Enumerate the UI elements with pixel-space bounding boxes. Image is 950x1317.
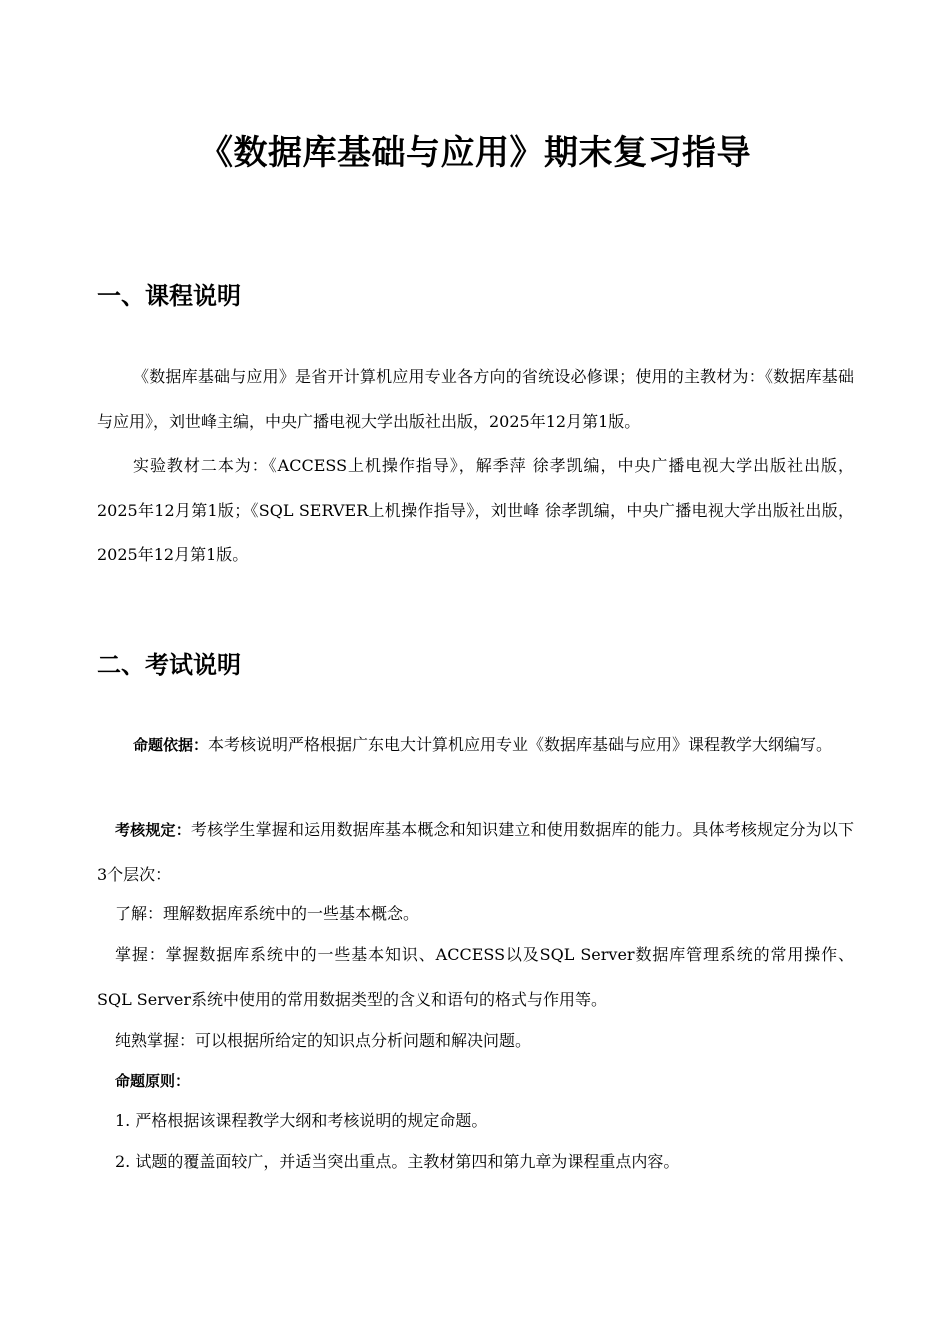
level-understand: 了解：理解数据库系统中的一些基本概念。 [115, 904, 420, 923]
principle-item-2: 2. 试题的覆盖面较广，并适当突出重点。主教材第四和第九章为课程重点内容。 [115, 1152, 680, 1171]
exam-rule-text: 考核学生掌握和运用数据库基本概念和知识建立和使用数据库的能力。具体考核规定分为以下3个层次： [97, 820, 854, 884]
course-description-paragraph: 《数据库基础与应用》是省开计算机应用专业各方向的省统设必修课；使用的主教材为：《数据库基础与应用》，刘世峰主编，中央广播电视大学出版社出版，2025年12月第1版。 [97, 367, 854, 431]
exam-basis-text: 本考核说明严格根据广东电大计算机应用专业《数据库基础与应用》课程教学大纲编写。 [208, 735, 833, 754]
principle-label: 命题原则： [115, 1072, 191, 1090]
principle-label-paragraph [97, 1059, 854, 1104]
section-heading-course: 一、课程说明 [97, 282, 241, 310]
exam-basis-paragraph [97, 723, 854, 768]
level-proficient: 纯熟掌握：可以根据所给定的知识点分析问题和解决问题。 [115, 1031, 532, 1050]
exam-rule-label: 考核规定： [115, 821, 191, 839]
lab-textbooks-paragraph: 实验教材二本为：《ACCESS上机操作指导》，解季萍 徐孝凯编，中央广播电视大学出版社出版，2025年12月第1版；《SQL SERVER上机操作指导》，刘世峰 徐孝凯编，中央广播电视大学出版社出版，2025年12月第1版。 [97, 456, 854, 564]
section-heading-exam: 二、考试说明 [97, 651, 241, 679]
exam-basis-label: 命题依据： [133, 736, 209, 754]
principle-item-1: 1. 严格根据该课程教学大纲和考核说明的规定命题。 [115, 1111, 488, 1130]
level-master: 掌握：掌握数据库系统中的一些基本知识、ACCESS以及SQL Server数据库管理系统的常用操作、SQL Server系统中使用的常用数据类型的含义和语句的格式与作用等。 [97, 945, 854, 1009]
page-title: 《数据库基础与应用》期末复习指导 [199, 133, 751, 173]
exam-rule-paragraph [97, 808, 854, 897]
